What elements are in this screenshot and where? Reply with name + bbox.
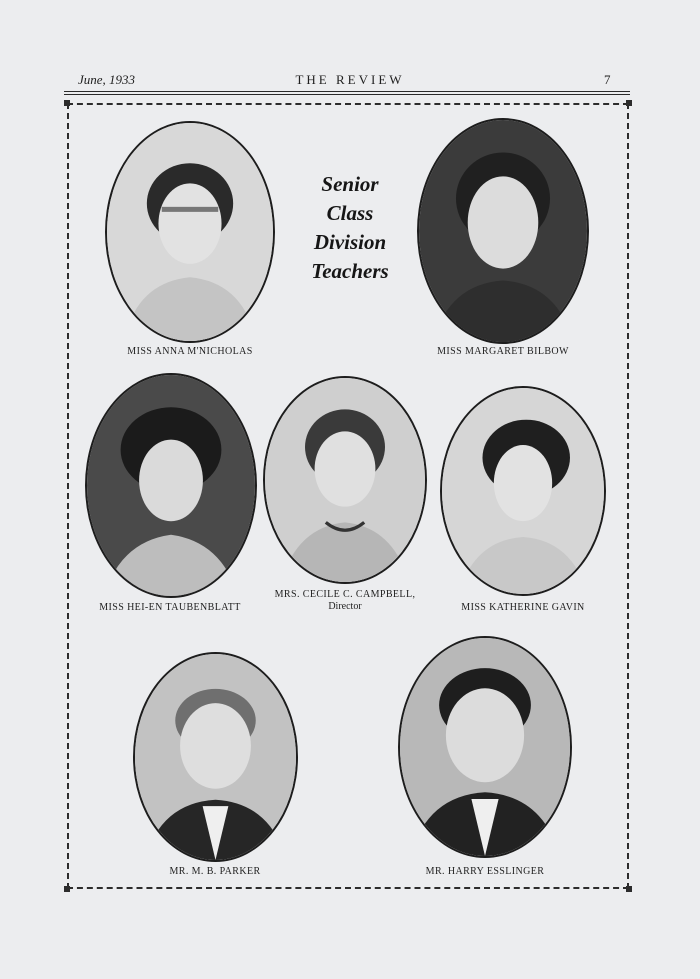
portrait-photo — [105, 121, 275, 343]
frame-corner — [626, 886, 632, 892]
portrait-caption: MISS HEI-EN TAUBENBLATT — [99, 602, 241, 613]
portrait-photo — [263, 376, 427, 584]
portrait-caption: MR. M. B. PARKER — [169, 866, 261, 877]
portrait-caption: MISS ANNA M'NICHOLAS — [127, 346, 253, 357]
portrait-caption: MRS. CECILE C. CAMPBELL, — [274, 589, 416, 600]
portrait-photo — [440, 386, 606, 596]
title-line: Division — [313, 230, 387, 254]
portrait-photo — [133, 652, 298, 862]
portrait-photo — [417, 118, 589, 344]
title-line: Teachers — [311, 259, 389, 283]
section-title — [290, 170, 410, 286]
portrait-role: Director — [328, 601, 362, 612]
title-line: Class — [326, 201, 374, 225]
page-header — [0, 72, 700, 92]
header-rule-top — [64, 91, 630, 92]
portrait-photo — [85, 373, 257, 598]
issue-date: June, 1933 — [78, 72, 136, 87]
frame-corner — [626, 100, 632, 106]
portrait-photo — [398, 636, 572, 858]
portrait-caption: MISS MARGARET BILBOW — [437, 346, 569, 357]
title-line: Senior — [321, 172, 379, 196]
frame-corner — [64, 886, 70, 892]
page-number: 7 — [604, 72, 611, 87]
publication-title: THE REVIEW — [295, 72, 405, 87]
frame-corner — [64, 100, 70, 106]
portrait-caption: MISS KATHERINE GAVIN — [461, 602, 585, 613]
header-rule-bottom — [64, 94, 630, 95]
portrait-caption: MR. HARRY ESSLINGER — [425, 866, 545, 877]
